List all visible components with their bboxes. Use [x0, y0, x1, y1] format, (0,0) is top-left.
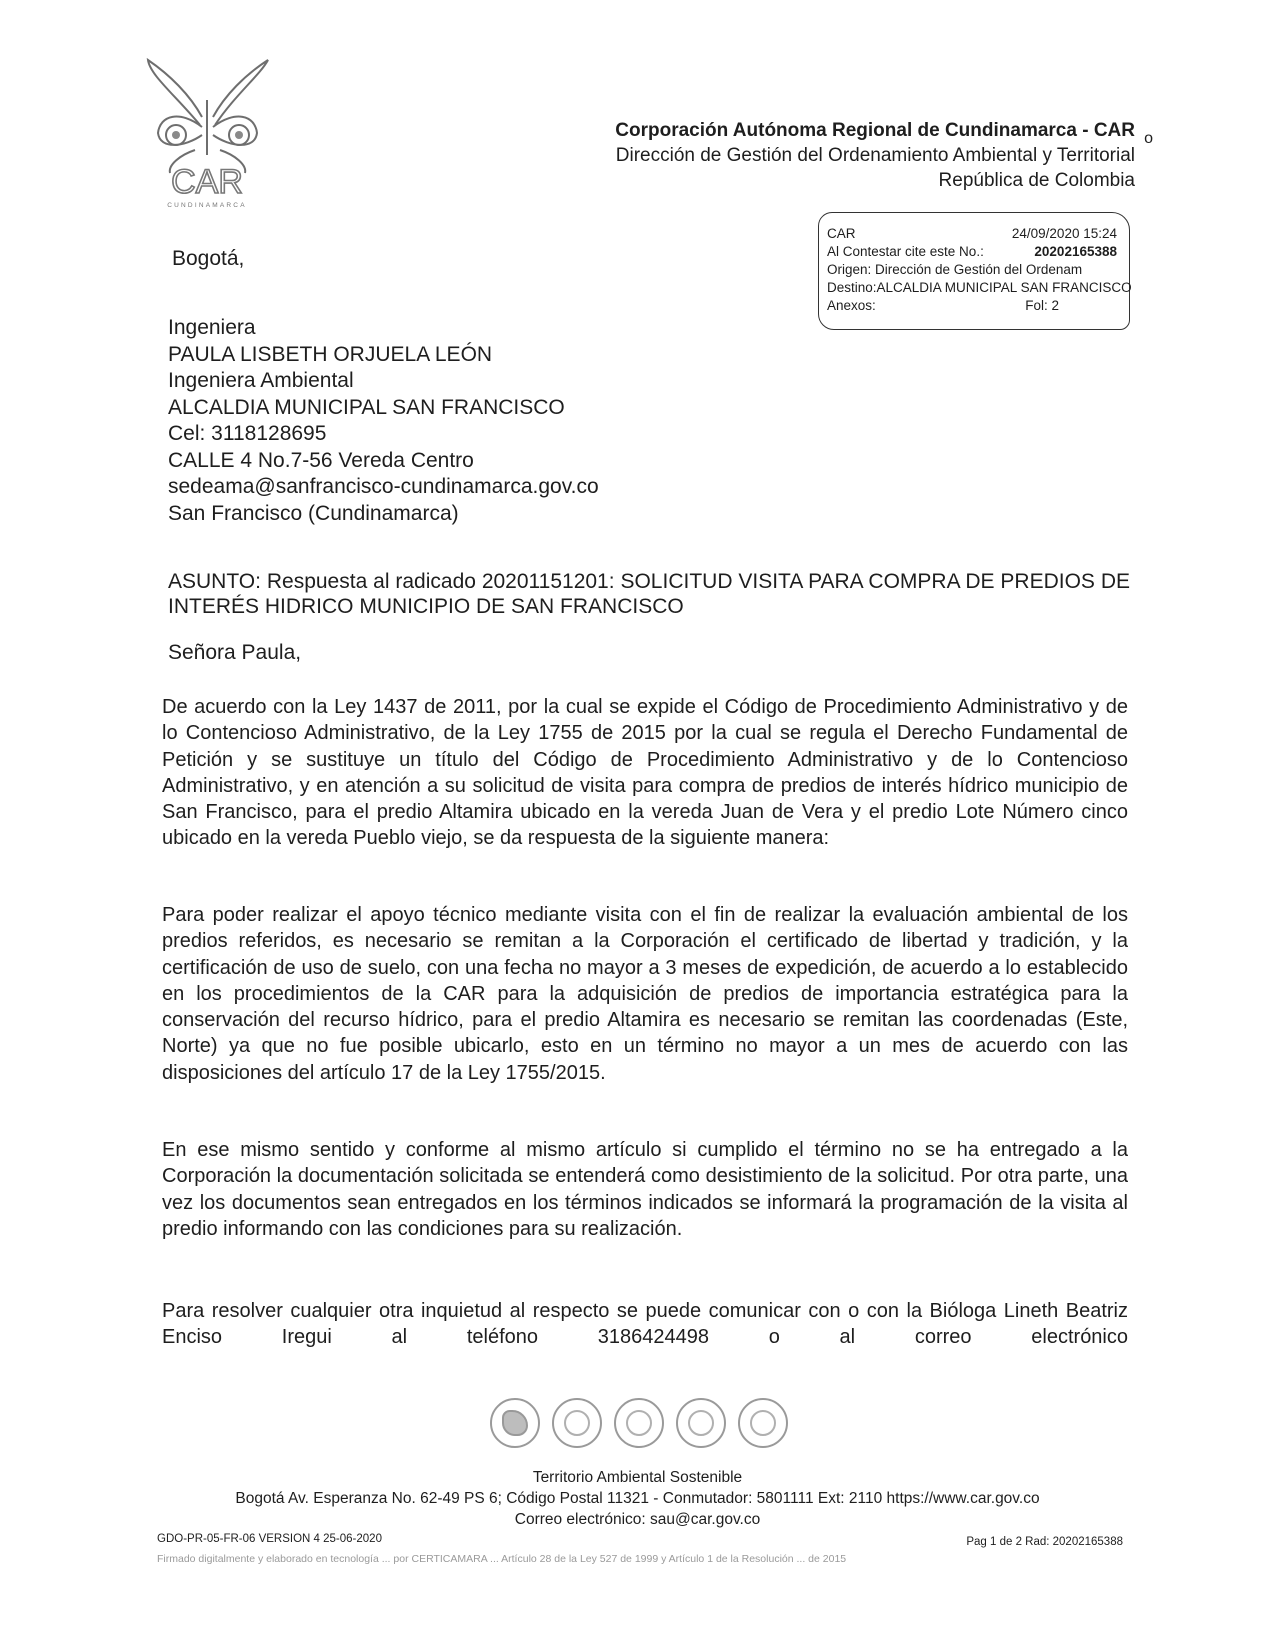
- recipient-name: PAULA LISBETH ORJUELA LEÓN: [168, 342, 493, 366]
- certification-seal-icon: [676, 1398, 726, 1448]
- body-paragraph: De acuerdo con la Ley 1437 de 2011, por la cual se expide el Código de Procedimiento Administrativo y de lo Contencioso Administrativo, de la Ley 1755 de 2015 por la cual se regula el Derecho Fundamental de Petición y se sustituye un título del Código de Procedimiento Administrativo y de lo Contencioso Administrativo, y en atención a su solicitud de visita para compra de predios de interés hídrico municipio de San Francisco, para el predio Altamira ubicado en la vereda Juan de Vera y el predio Lote Número cinco ubicado en la vereda Pueblo viejo, se da respuesta de la siguiente manera:: [162, 696, 1128, 850]
- recipient-block: [168, 315, 599, 527]
- certification-seal-icon: [738, 1398, 788, 1448]
- letter-salutation: Señora Paula,: [168, 641, 302, 664]
- org-name: Corporación Autónoma Regional de Cundinamarca - CAR: [615, 120, 1135, 141]
- filing-stamp: [818, 212, 1130, 330]
- footer-slogan: Territorio Ambiental Sostenible: [532, 1469, 743, 1486]
- org-department: Dirección de Gestión del Ordenamiento Ambiental y Territorial: [615, 145, 1135, 166]
- body-paragraph: En ese mismo sentido y conforme al mismo artículo si cumplido el término no se ha entregado a la Corporación la documentación solicitada se entenderá como desistimiento de la solicitud. Por otra parte, una vez los documentos sean entregados en los términos indicados se informará la programación de la visita al predio informando con las condiciones para su realización.: [162, 1139, 1128, 1240]
- certification-seal-icon: [490, 1398, 540, 1448]
- footer-email: Correo electrónico: sau@car.gov.co: [514, 1511, 761, 1528]
- org-country: República de Colombia: [938, 170, 1135, 191]
- stamp-entity: CAR: [827, 226, 856, 241]
- stamp-datetime: 24/09/2020 15:24: [1011, 226, 1117, 241]
- stamp-cite-number: 20202165388: [1034, 244, 1117, 259]
- recipient-title: Ingeniera: [168, 316, 256, 339]
- certification-seals: [490, 1398, 788, 1452]
- stamp-origin: Origen: Dirección de Gestión del Ordenam: [827, 262, 1083, 277]
- body-paragraph: Para resolver cualquier otra inquietud al respecto se puede comunicar con o con la Bióloga Lineth Beatriz Enciso Iregui al teléfono 3186424498 o al correo electrónico: [162, 1300, 1128, 1349]
- page-footer: [0, 1467, 1275, 1530]
- car-logo: [140, 55, 275, 220]
- signature-note: Firmado digitalmente y elaborado en tecnología ... por CERTICAMARA ... Artículo 28 de la Ley 527 de 1999 y Artículo 1 de la Resolución ... de 2015: [157, 1553, 847, 1565]
- logo-text: CAR: [171, 163, 243, 201]
- stamp-folios: Fol: 2: [1025, 298, 1059, 313]
- recipient-city: San Francisco (Cundinamarca): [168, 501, 459, 525]
- recipient-phone: Cel: 3118128695: [168, 422, 327, 445]
- logo-subtext: CUNDINAMARCA: [167, 202, 247, 209]
- butterfly-logo-icon: [140, 55, 275, 220]
- certification-seal-icon: [614, 1398, 664, 1448]
- corner-mark: o: [1144, 130, 1153, 147]
- letter-place: Bogotá,: [172, 247, 245, 270]
- page-info: Pag 1 de 2 Rad: 20202165388: [966, 1536, 1123, 1548]
- stamp-destination: Destino:ALCALDIA MUNICIPAL SAN FRANCISCO: [827, 280, 1132, 295]
- recipient-address: CALLE 4 No.7-56 Vereda Centro: [168, 448, 474, 472]
- footer-address: Bogotá Av. Esperanza No. 62-49 PS 6; Código Postal 11321 - Conmutador: 5801111 Ext: 2110 https://www.car.gov.co: [235, 1490, 1040, 1507]
- recipient-organization: ALCALDIA MUNICIPAL SAN FRANCISCO: [168, 395, 565, 419]
- letter-subject: ASUNTO: Respuesta al radicado 20201151201: SOLICITUD VISITA PARA COMPRA DE PREDIOS DE INTERÉS HIDRICO MUNICIPIO DE SAN FRANCISCO: [168, 570, 1130, 618]
- stamp-annexes: Anexos:: [827, 298, 876, 313]
- body-paragraph: Para poder realizar el apoyo técnico mediante visita con el fin de realizar la evaluación ambiental de los predios referidos, es necesario se remitan a la Corporación el certificado de libertad y tradición, y la certificación de uso de suelo, con una fecha no mayor a 3 meses de expedición, de acuerdo a lo establecido en los procedimientos de la CAR para la adquisición de predios de importancia estratégica para la conservación del recurso hídrico, para el predio Altamira es necesario se remitan las coordenadas (Este, Norte) ya que no fue posible ubicarlo, esto en un término no mayor a un mes de acuerdo con las disposiciones del artículo 17 de la Ley 1755/2015.: [162, 904, 1128, 1084]
- organization-header: [615, 118, 1135, 193]
- form-code: GDO-PR-05-FR-06 VERSION 4 25-06-2020: [157, 1533, 382, 1545]
- recipient-position: Ingeniera Ambiental: [168, 369, 354, 392]
- stamp-cite-label: Al Contestar cite este No.:: [827, 244, 984, 259]
- certification-seal-icon: [552, 1398, 602, 1448]
- recipient-email: sedeama@sanfrancisco-cundinamarca.gov.co: [168, 475, 599, 498]
